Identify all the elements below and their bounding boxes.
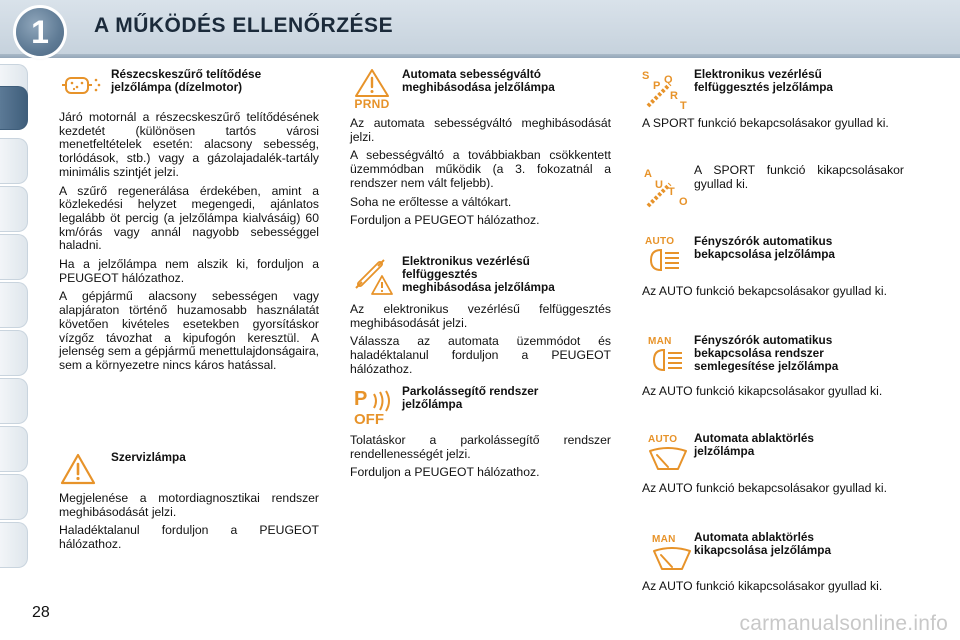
parking-assist-icon <box>352 388 398 430</box>
suspension-fault-title-line3: meghibásodása jelzőlámpa <box>402 280 555 294</box>
gearbox-paragraph-3: Soha ne erőltesse a váltókart. <box>350 194 512 209</box>
chapter-badge <box>16 8 64 56</box>
dpf-title-line2: jelzőlámpa (dízelmotor) <box>111 80 243 94</box>
dpf-title-line1: Részecskeszűrő telítődése <box>111 67 262 81</box>
service-text <box>59 492 319 552</box>
gearbox-text <box>350 117 611 228</box>
parking-title-line2: jelzőlámpa <box>402 397 463 411</box>
parking-paragraph-1: Tolatáskor a parkolássegítő rendszer rendellenességét jelzi. <box>350 433 611 461</box>
gearbox-title-line2: meghibásodása jelzőlámpa <box>402 80 555 94</box>
man-wipers-text <box>642 580 904 594</box>
auto-lights-title <box>694 235 914 261</box>
man-lights-title-line1: Fényszórók automatikus <box>694 333 833 347</box>
gearbox-paragraph-2: A sebességváltó a továbbiakban csökkentett üzemmódban működik (a 3. fokozatnál a rendszer nem vált feljebb). <box>350 148 611 190</box>
sport-letter-p: P <box>653 80 661 92</box>
service-paragraph-1: Megjelenése a motordiagnosztikai rendszer meghibásodását jelzi. <box>59 491 319 519</box>
sport-on-paragraph: A SPORT funkció bekapcsolásakor gyullad ki. <box>642 116 889 130</box>
auto-wipers-title-line1: Automata ablaktörlés <box>694 431 814 445</box>
dpf-title <box>111 68 321 94</box>
sport-letter-r: R <box>670 90 678 102</box>
side-tab-4[interactable] <box>0 234 28 280</box>
auto-wiper-icon <box>648 434 688 473</box>
auto-letter-t: T <box>668 186 675 198</box>
dpf-paragraph-4: A gépjármű alacsony sebességen vagy alapjáraton történő huzamosabb használatát követően kivételes esetekben gyorsításkor vízgőz távozhat a kipufogón keresztül. A jelenség sem a gépjármű menettulajdonságaira, sem a környezetre nincs káros hatással. <box>59 289 319 372</box>
side-tab-strip <box>0 58 30 578</box>
auto-wipers-title <box>694 432 914 458</box>
suspension-fault-title-line2: felfüggesztés <box>402 267 478 281</box>
auto-headlight-icon <box>645 236 681 272</box>
gearbox-icon-label: PRND <box>354 97 390 111</box>
side-tab-7[interactable] <box>0 378 28 424</box>
man-lights-text <box>642 385 904 399</box>
man-lights-paragraph: Az AUTO funkció kikapcsolásakor gyullad ki. <box>642 384 883 398</box>
gearbox-title <box>402 68 612 94</box>
auto-wipers-title-line2: jelzőlámpa <box>694 444 755 458</box>
warning-triangle-icon <box>60 452 96 486</box>
auto-wiper-label: AUTO <box>648 434 678 445</box>
auto-wipers-paragraph: Az AUTO funkció bekapcsolásakor gyullad ki. <box>642 481 887 495</box>
dpf-paragraph-1: Járó motornál a részecskeszűrő telítődésének kezdetét (különösen tartós városi menetfeltételek esetén: alacsony sebesség, torlódások, stb.) vagy a gázolajadalék-tartály minimális szintjét jelzi. <box>59 110 319 179</box>
service-title: Szervizlámpa <box>111 450 186 464</box>
gearbox-paragraph-4: Forduljon a PEUGEOT hálózathoz. <box>350 213 540 228</box>
sport-on-text <box>642 117 904 131</box>
auto-letter-a: A <box>644 168 652 180</box>
auto-letter-o: O <box>679 196 688 208</box>
parking-title-line1: Parkolássegítő rendszer <box>402 384 539 398</box>
suspension-fault-paragraph-1: Az elektronikus vezérlésű felfüggesztés meghibásodását jelzi. <box>350 302 611 330</box>
manual-wiper-label: MAN <box>652 534 676 545</box>
sport-off-text <box>694 164 904 191</box>
page-title: A MŰKÖDÉS ELLENŐRZÉSE <box>94 14 394 37</box>
man-wipers-paragraph: Az AUTO funkció kikapcsolásakor gyullad ki. <box>642 579 883 593</box>
gearbox-title-line1: Automata sebességváltó <box>402 67 541 81</box>
side-tab-8[interactable] <box>0 426 28 472</box>
side-tab-9[interactable] <box>0 474 28 520</box>
suspension-fault-paragraph-2: Válassza az automata üzemmódot és haladéktalanul forduljon a PEUGEOT hálózathoz. <box>350 334 611 376</box>
manual-headlight-label: MAN <box>648 336 672 347</box>
parking-icon-off: OFF <box>354 411 384 428</box>
man-wipers-title-line1: Automata ablaktörlés <box>694 530 814 544</box>
parking-text <box>350 434 611 480</box>
suspension-title-line1: Elektronikus vezérlésű <box>694 67 822 81</box>
dpf-paragraph-3: Ha a jelzőlámpa nem alszik ki, forduljon a PEUGEOT hálózathoz. <box>59 257 319 285</box>
watermark: carmanualsonline.info <box>739 612 948 635</box>
side-tab-5[interactable] <box>0 282 28 328</box>
manual-headlight-icon <box>648 336 684 372</box>
sport-letter-t: T <box>680 100 687 112</box>
page-number: 28 <box>32 604 50 621</box>
suspension-title <box>694 68 914 94</box>
side-tab-2[interactable] <box>0 138 28 184</box>
sport-letter-s: S <box>642 70 650 82</box>
auto-lights-text <box>642 285 904 299</box>
sport-off-paragraph: A SPORT funkció kikapcsolásakor gyullad ki. <box>694 163 904 191</box>
side-tab-10[interactable] <box>0 522 28 568</box>
man-wipers-title-line2: kikapcsolása jelzőlámpa <box>694 543 832 557</box>
parking-title <box>402 385 612 411</box>
parking-icon-letter: P <box>354 388 368 410</box>
suspension-fault-icon <box>352 254 394 298</box>
auto-wipers-text <box>642 482 904 496</box>
auto-lights-paragraph: Az AUTO funkció bekapcsolásakor gyullad ki. <box>642 284 887 298</box>
man-lights-title-line3: semlegesítése jelzőlámpa <box>694 359 839 373</box>
parking-paragraph-2: Forduljon a PEUGEOT hálózathoz. <box>350 465 540 480</box>
man-wipers-title <box>694 531 914 557</box>
man-lights-title <box>694 334 914 373</box>
sport-letter-o: O <box>664 74 673 86</box>
side-tab-3[interactable] <box>0 186 28 232</box>
auto-lights-title-line2: bekapcsolása jelzőlámpa <box>694 247 835 261</box>
suspension-title-line2: felfüggesztés jelzőlámpa <box>694 80 833 94</box>
auto-suspension-icon <box>642 166 688 210</box>
gearbox-paragraph-1: Az automata sebességváltó meghibásodását jelzi. <box>350 116 611 144</box>
auto-headlight-label: AUTO <box>645 236 675 247</box>
suspension-fault-title-line1: Elektronikus vezérlésű <box>402 254 530 268</box>
chapter-number: 1 <box>31 14 49 50</box>
auto-letter-u: U <box>655 179 663 191</box>
particle-filter-icon <box>62 72 102 100</box>
man-lights-title-line2: bekapcsolása rendszer <box>694 346 824 360</box>
dpf-paragraph-2: A szűrő regenerálása érdekében, amint a közlekedési helyzet megengedi, ajánlatos legalább öt percig (a jelzőlámpa kialvásáig) 60 km/órás vagy annál nagyobb sebességgel haladni. <box>59 183 319 253</box>
suspension-fault-text <box>350 303 611 377</box>
dpf-text <box>59 111 319 373</box>
suspension-fault-title <box>402 255 612 294</box>
side-tab-active[interactable] <box>0 86 28 130</box>
sport-mode-icon <box>642 68 688 112</box>
auto-lights-title-line1: Fényszórók automatikus <box>694 234 833 248</box>
manual-wiper-icon <box>652 534 692 573</box>
service-paragraph-2: Haladéktalanul forduljon a PEUGEOT hálózathoz. <box>59 523 319 552</box>
side-tab-6[interactable] <box>0 330 28 376</box>
